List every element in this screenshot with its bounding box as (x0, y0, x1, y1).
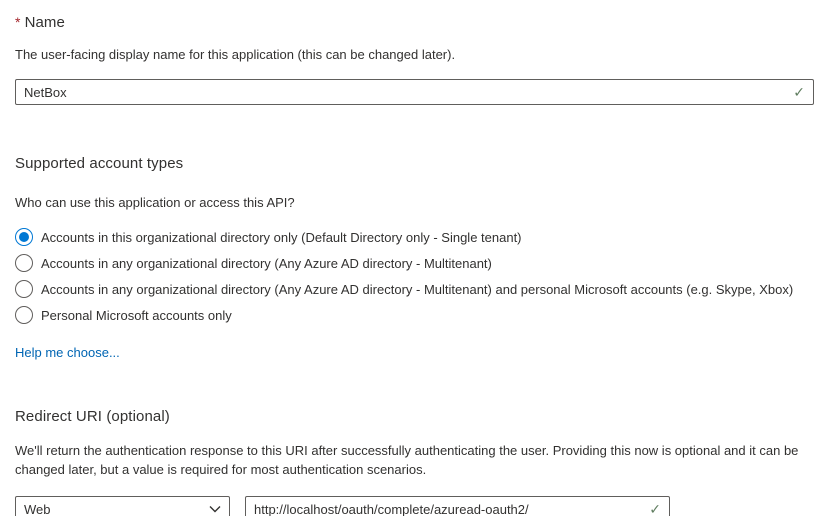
radio-button-icon[interactable] (15, 254, 33, 272)
account-types-question: Who can use this application or access this API? (15, 195, 295, 210)
valid-checkmark-icon: ✓ (649, 501, 661, 516)
chevron-down-icon (209, 505, 221, 513)
redirect-uri-description: We'll return the authentication response to this URI after successfully authenticating the user. Providing this now is optional and it can be changed later, but a value is required for most authentication scenarios. (15, 443, 799, 477)
radio-label: Accounts in any organizational directory (Any Azure AD directory - Multitenant) (41, 255, 492, 271)
radio-multitenant[interactable] (15, 250, 814, 276)
name-field-description: The user-facing display name for this application (this can be changed later). (15, 47, 456, 62)
name-label-text: Name (24, 14, 65, 31)
help-me-choose-link[interactable]: Help me choose... (15, 345, 120, 360)
platform-select[interactable] (15, 496, 230, 516)
radio-button-icon[interactable] (15, 228, 33, 246)
radio-single-tenant[interactable] (15, 224, 814, 250)
name-field-label (15, 14, 814, 31)
name-input-container (15, 79, 814, 105)
required-asterisk: * (15, 14, 21, 30)
redirect-uri-input-container (245, 496, 670, 516)
redirect-uri-row (15, 496, 814, 516)
name-input[interactable] (24, 80, 787, 104)
radio-label: Accounts in any organizational directory (Any Azure AD directory - Multitenant) and personal Microsoft accounts (e.g. Skype, Xbox) (41, 281, 794, 297)
valid-checkmark-icon: ✓ (793, 84, 805, 100)
radio-button-icon[interactable] (15, 306, 33, 324)
account-types-radio-group (15, 224, 814, 328)
radio-label: Accounts in this organizational directory only (Default Directory only - Single tenant) (41, 229, 522, 245)
redirect-uri-input[interactable] (254, 497, 643, 516)
supported-account-types-heading: Supported account types (15, 155, 184, 172)
radio-label: Personal Microsoft accounts only (41, 307, 232, 323)
platform-select-value: Web (24, 501, 51, 516)
redirect-uri-heading: Redirect URI (optional) (15, 408, 170, 425)
radio-multitenant-personal[interactable] (15, 276, 814, 302)
radio-button-icon[interactable] (15, 280, 33, 298)
radio-personal-only[interactable] (15, 302, 814, 328)
